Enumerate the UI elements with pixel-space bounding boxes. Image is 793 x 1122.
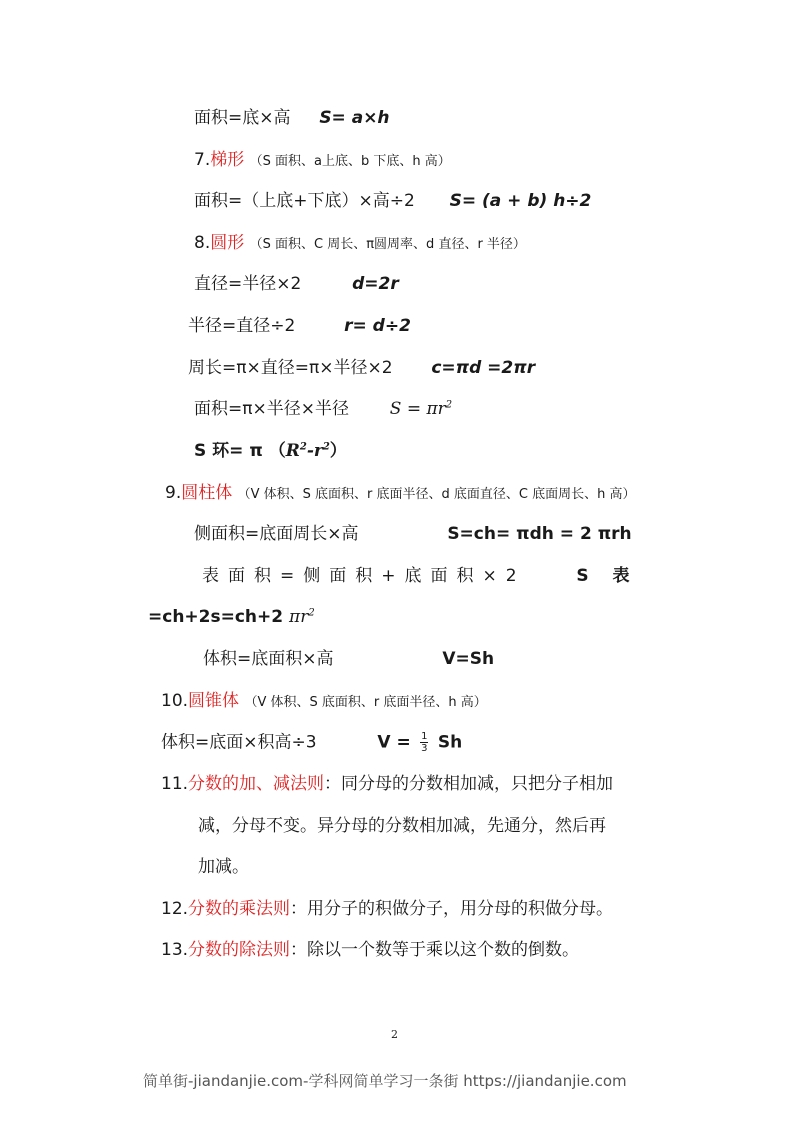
rule-12-line (161, 898, 613, 920)
rule-text: 同分母的分数相加减，只把分子相加 (341, 774, 614, 794)
cone-volume-line (161, 731, 462, 754)
rule-11-continued-2 (198, 856, 249, 878)
section-note: （V 体积、S 底面积、r 底面半径、d 底面直径、C 底面周长、h 高） (237, 487, 636, 502)
section-number: 13. (161, 940, 189, 960)
formula-text: 周长=π×直径=π×半径×2 (188, 358, 393, 378)
section-number: 9. (165, 483, 182, 503)
parallelogram-area-line (194, 107, 390, 129)
trapezoid-area-line (194, 190, 591, 212)
section-title: 分数的除法则 (188, 940, 291, 960)
circle-area-line (194, 398, 452, 420)
rule-text: 除以一个数等于乘以这个数的倒数。 (307, 940, 580, 960)
section-title: 圆锥体 (188, 691, 240, 711)
surface-area-line (202, 565, 639, 587)
formula-text: 直径=半径×2 (194, 274, 302, 294)
superscript: 2 (322, 441, 330, 453)
formula-left: V = (377, 732, 411, 753)
formula-text: 面积=π×半径×半径 (194, 399, 349, 419)
lateral-area-line (194, 523, 632, 545)
superscript: 2 (445, 399, 453, 411)
section-number: 11. (161, 774, 189, 794)
section-number: 10. (161, 691, 189, 711)
radius-line (188, 315, 411, 337)
formula-text: 体积=底面积×高 (203, 649, 334, 669)
superscript: 2 (308, 607, 315, 619)
rule-11-line (161, 773, 613, 795)
section-title: 圆柱体 (181, 483, 233, 503)
pi-r: πr (289, 607, 309, 627)
section-title: 分数的加、减法则 (188, 774, 325, 794)
rule-text: 用分子的积做分子，用分母的积做分母。 (307, 899, 614, 919)
cylinder-heading (165, 482, 636, 506)
formula-text: 面积=（上底+下底）×高÷2 (194, 191, 415, 211)
section-number: 8. (194, 233, 211, 253)
formula-expression: r= d÷2 (344, 316, 411, 336)
formula-expression: V=Sh (442, 649, 495, 669)
footer-watermark: 简单街-jiandanjie.com-学科网简单学习一条街 https://jiandanjie.com (143, 1072, 627, 1090)
rule-text: 减，分母不变。异分母的分数相加减，先通分，然后再 (198, 816, 606, 836)
section-title: 圆形 (210, 233, 245, 253)
formula-text: 体积=底面×积高÷3 (161, 732, 317, 753)
formula-expression: S = πr (389, 399, 446, 419)
formula-expression: =ch+2s=ch+2 (148, 607, 290, 627)
surface-area-continued (148, 606, 315, 628)
superscript: 2 (299, 441, 307, 453)
circumference-line (188, 357, 535, 379)
rule-text: 加减。 (198, 857, 249, 877)
outer-radius: R (285, 441, 300, 461)
colon: ： (290, 899, 308, 919)
formula-expression: c=πd =2πr (431, 358, 536, 378)
formula-right: Sh (437, 732, 463, 753)
section-number: 7. (194, 150, 211, 170)
ring-area-line (194, 440, 347, 462)
trapezoid-heading (194, 149, 451, 173)
formula-close: ） (329, 441, 347, 461)
colon: ： (290, 940, 308, 960)
colon: ： (324, 774, 342, 794)
section-title: 梯形 (210, 150, 245, 170)
formula-expression: S=ch= πdh = 2 πrh (447, 524, 632, 544)
formula-text: 侧面积=底面周长×高 (194, 524, 359, 544)
formula-expression: S= (a + b) h÷2 (449, 191, 592, 211)
section-note: （S 面积、a上底、b 下底、h 高） (249, 154, 451, 169)
section-title: 分数的乘法则 (188, 899, 291, 919)
formula-expression: S 表 (576, 566, 639, 586)
formula-expression: S= a×h (319, 108, 390, 128)
section-note: （S 面积、C 周长、π圆周率、d 直径、r 半径） (249, 237, 526, 252)
diameter-line (194, 273, 399, 295)
formula-prefix: S 环= π （ (194, 441, 286, 461)
formula-text: 半径=直径÷2 (188, 316, 296, 336)
section-note: （V 体积、S 底面积、r 底面半径、h 高） (244, 695, 487, 710)
fraction-one-third: $\frac{1}{3}$ (421, 731, 428, 754)
formula-text: 面积=底×高 (194, 108, 291, 128)
cylinder-volume-line (203, 648, 494, 670)
rule-13-line (161, 939, 579, 961)
rule-11-continued-1 (198, 815, 606, 837)
page-number: 2 (391, 1028, 398, 1041)
circle-heading (194, 232, 526, 256)
cone-heading (161, 690, 487, 714)
section-number: 12. (161, 899, 189, 919)
formula-expression: d=2r (352, 274, 399, 294)
formula-text: 表面积=侧面积+底面积×2 (202, 566, 526, 586)
inner-radius: -r (306, 441, 323, 461)
